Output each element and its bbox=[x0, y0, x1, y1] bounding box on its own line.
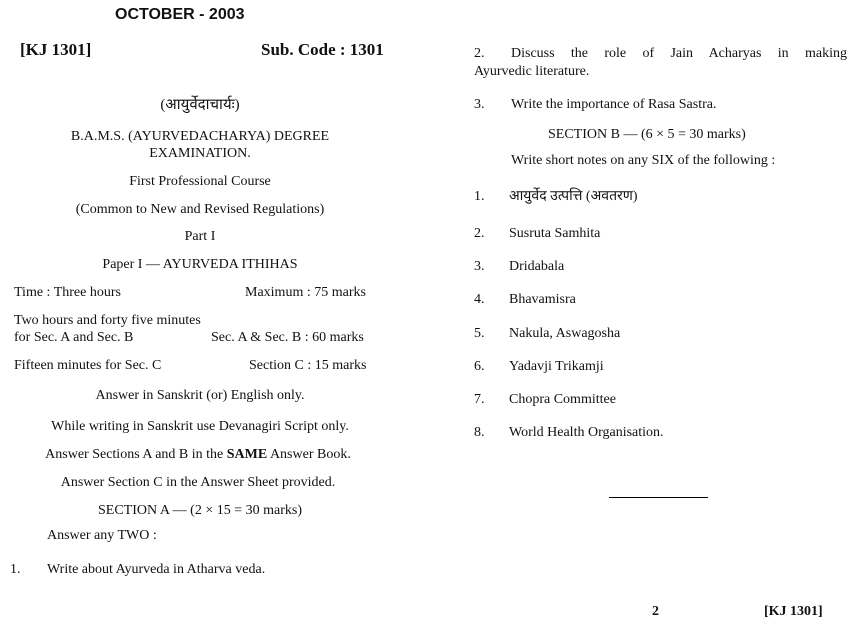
item-5-number: 5. bbox=[474, 326, 485, 341]
question-1-text: Write about Ayurveda in Atharva veda. bbox=[47, 562, 266, 577]
instruction-script: While writing in Sanskrit use Devanagiri Script only. bbox=[51, 419, 349, 434]
time-ab-line1: Two hours and forty five minutes bbox=[14, 313, 201, 328]
instruction-answer-sheet: Answer Section C in the Answer Sheet provided. bbox=[60, 475, 336, 490]
maximum-marks: Maximum : 75 marks bbox=[245, 285, 366, 300]
item-6-text: Yadavji Trikamji bbox=[509, 359, 604, 374]
answer-any-two: Answer any TWO : bbox=[47, 528, 157, 543]
regulations: (Common to New and Revised Regulations) bbox=[75, 202, 325, 217]
footer-code: [KJ 1301] bbox=[764, 604, 823, 619]
question-1-number: 1. bbox=[10, 562, 21, 577]
section-a-heading: SECTION A — (2 × 15 = 30 marks) bbox=[97, 503, 302, 518]
sec-c-marks: Section C : 15 marks bbox=[249, 358, 367, 373]
instruction-answer-book-pre: Answer Sections A and B in the bbox=[45, 447, 227, 462]
item-4-text: Bhavamisra bbox=[509, 292, 576, 307]
time-c: Fifteen minutes for Sec. C bbox=[14, 358, 162, 373]
section-b-heading: SECTION B — (6 × 5 = 30 marks) bbox=[548, 127, 746, 142]
item-1-number: 1. bbox=[474, 189, 485, 204]
item-8-number: 8. bbox=[474, 425, 485, 440]
short-notes-instruction: Write short notes on any SIX of the following : bbox=[511, 153, 776, 168]
part-title: Part I bbox=[184, 229, 216, 244]
degree-title-line1: B.A.M.S. (AYURVEDACHARYA) DEGREE bbox=[70, 129, 330, 144]
page-number: 2 bbox=[652, 604, 659, 619]
exam-date: OCTOBER - 2003 bbox=[115, 6, 245, 23]
question-2-line1: Discuss the role of Jain Acharyas in making bbox=[511, 46, 847, 61]
instruction-answer-book-same: SAME bbox=[226, 447, 268, 462]
course-title: First Professional Course bbox=[129, 174, 271, 189]
item-3-text: Dridabala bbox=[509, 259, 565, 274]
question-2-line2: Ayurvedic literature. bbox=[474, 64, 590, 79]
paper-code: [KJ 1301] bbox=[20, 40, 92, 59]
sanskrit-title: (आयुर्वेदाचार्यः) bbox=[160, 97, 240, 113]
item-6-number: 6. bbox=[474, 359, 485, 374]
item-2-text: Susruta Samhita bbox=[509, 226, 601, 241]
end-of-paper-rule bbox=[609, 497, 708, 498]
sec-ab-marks: Sec. A & Sec. B : 60 marks bbox=[211, 330, 364, 345]
question-3-number: 3. bbox=[474, 97, 485, 112]
item-4-number: 4. bbox=[474, 292, 485, 307]
item-3-number: 3. bbox=[474, 259, 485, 274]
time-ab-line2: for Sec. A and Sec. B bbox=[14, 330, 134, 345]
degree-title-line2: EXAMINATION. bbox=[149, 146, 251, 161]
question-3-text: Write the importance of Rasa Sastra. bbox=[511, 97, 717, 112]
item-8-text: World Health Organisation. bbox=[509, 425, 664, 440]
instruction-answer-book bbox=[0, 447, 396, 463]
item-7-number: 7. bbox=[474, 392, 485, 407]
paper-title: Paper I — AYURVEDA ITHIHAS bbox=[102, 257, 298, 272]
item-5-text: Nakula, Aswagosha bbox=[509, 326, 621, 341]
instruction-language: Answer in Sanskrit (or) English only. bbox=[95, 388, 305, 403]
item-2-number: 2. bbox=[474, 226, 485, 241]
time-label: Time : Three hours bbox=[14, 285, 121, 300]
item-7-text: Chopra Committee bbox=[509, 392, 616, 407]
item-1-text: आयुर्वेद उत्पत्ति (अवतरण) bbox=[509, 189, 638, 204]
question-2-number: 2. bbox=[474, 46, 485, 61]
subject-code: Sub. Code : 1301 bbox=[261, 40, 384, 59]
instruction-answer-book-post: Answer Book. bbox=[267, 447, 351, 462]
